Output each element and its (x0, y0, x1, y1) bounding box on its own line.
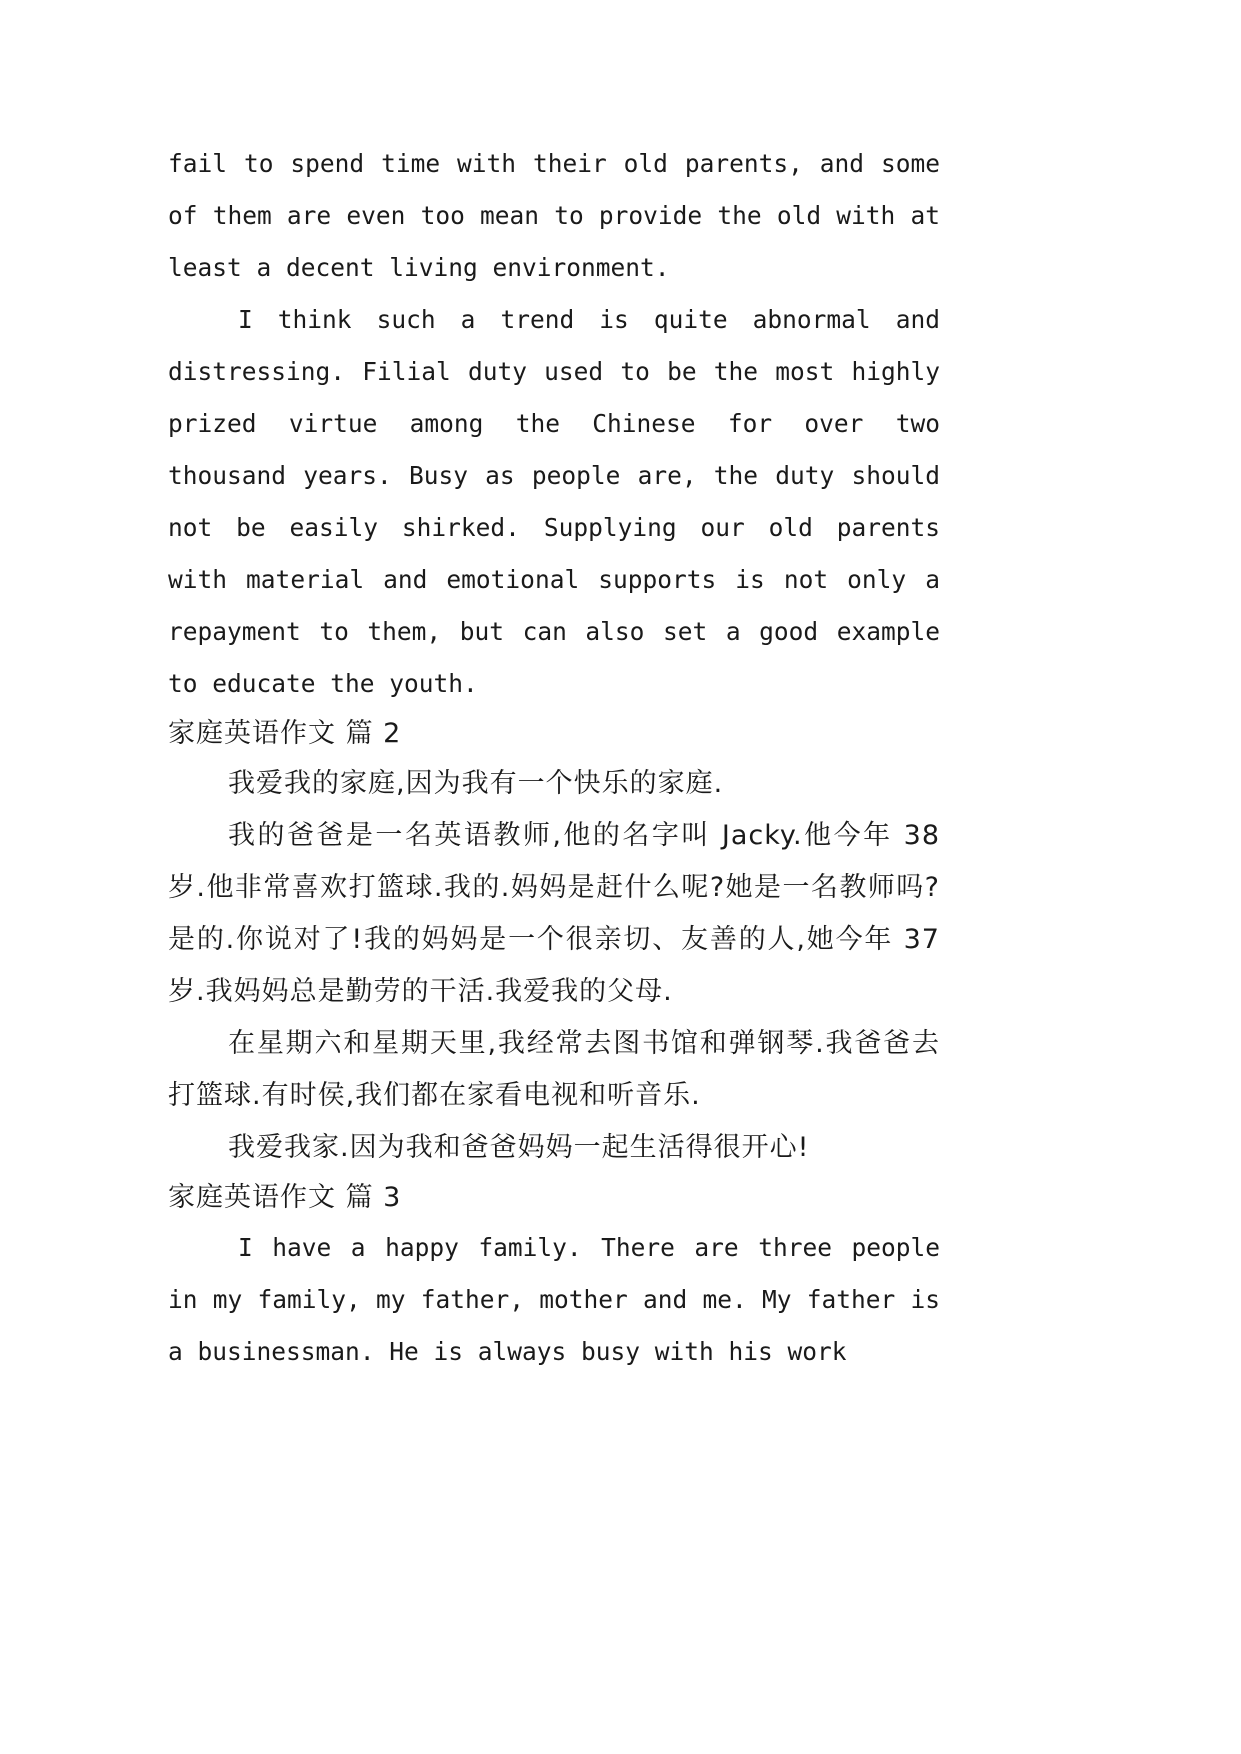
essay2-paragraph-4: 我爱我家.因为我和爸爸妈妈一起生活得很开心! (228, 1132, 810, 1163)
document-page (168, 138, 940, 1378)
essay3-paragraph-1: I have a happy family. There are three people in my family, my father, mother and me. My father is a businessman. He is always busy with his work (168, 1233, 940, 1366)
essay2-paragraph-3: 在星期六和星期天里,我经常去图书馆和弹钢琴.我爸爸去打篮球.有时侯,我们都在家看电视和听音乐. (168, 1028, 940, 1111)
essay3-heading: 家庭英语作文 篇 3 (168, 1182, 402, 1213)
essay2-paragraph-2: 我的爸爸是一名英语教师,他的名字叫 Jacky.他今年 38 岁.他非常喜欢打篮球.我的.妈妈是赶什么呢?她是一名教师吗?是的.你说对了!我的妈妈是一个很亲切、友善的人,她今年 37 岁.我妈妈总是勤劳的干活.我爱我的父母. (168, 820, 940, 1007)
essay2-paragraph-1: 我爱我的家庭,因为我有一个快乐的家庭. (228, 768, 724, 799)
essay2-heading: 家庭英语作文 篇 2 (168, 718, 402, 749)
essay1-paragraph-2: I think such a trend is quite abnormal and distressing. Filial duty used to be the most highly prized virtue among the Chinese for over two thousand years. Busy as people are, the duty should not be easily shirked. Supplying our old parents with material and emotional supports is not only a repayment to them, but can also set a good example to educate the youth. (168, 305, 940, 698)
essay1-paragraph-1: fail to spend time with their old parents, and some of them are even too mean to provide the old with at least a decent living environment. (168, 149, 940, 282)
